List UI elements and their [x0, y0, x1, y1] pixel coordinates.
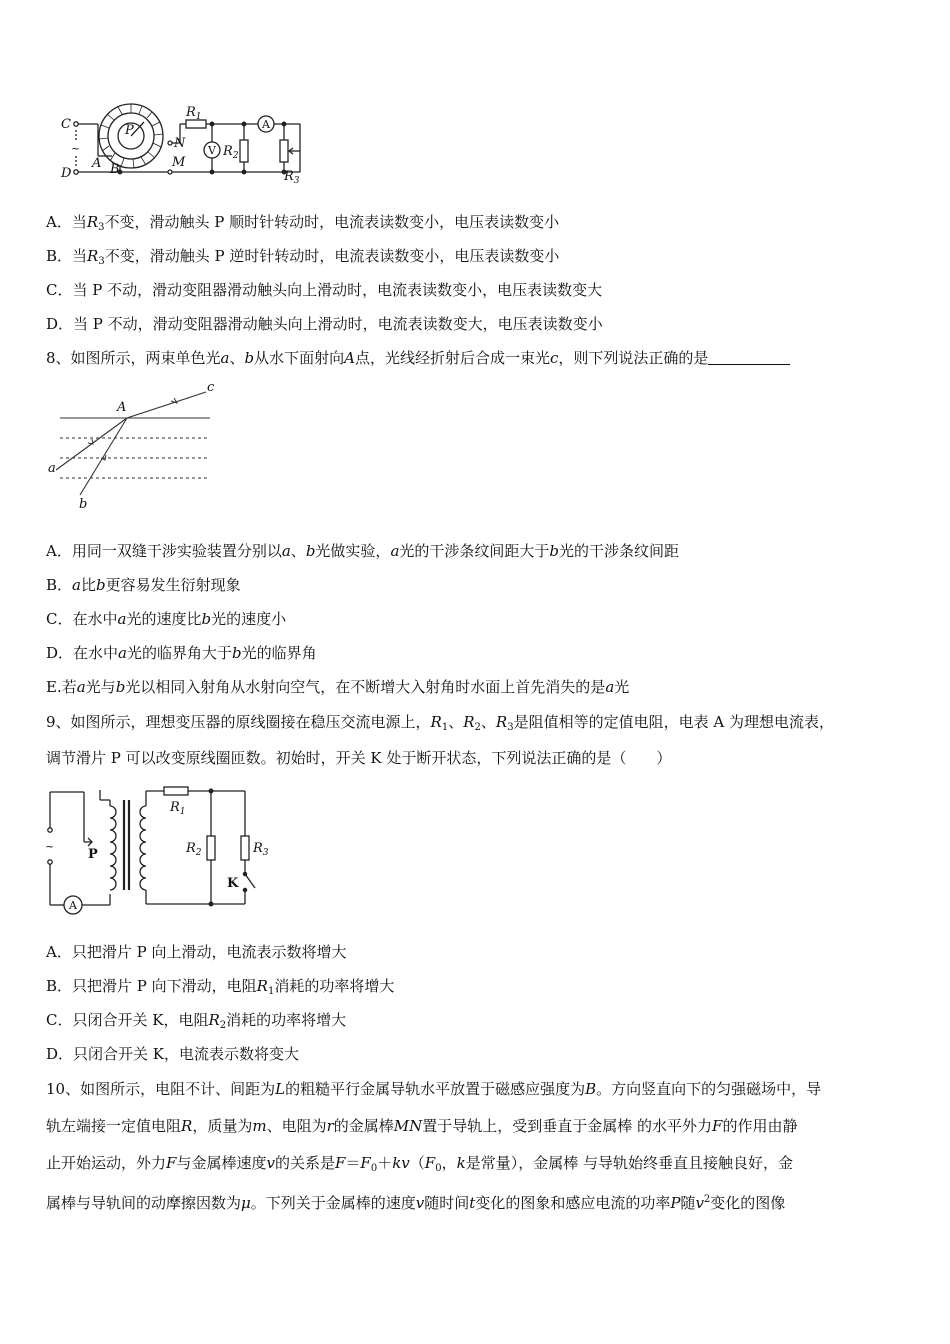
q7-label-R2: $R_2$ [223, 144, 239, 161]
q7-option-c: C．当 P 不动，滑动变阻器滑动触头向上滑动时，电流表读数变小，电压表读数变大 [46, 281, 603, 299]
q8-option-e: E.若a光与b光以相同入射角从水射向空气，在不断增大入射角时水面上首先消失的是a光 [46, 678, 630, 696]
q7-ammeter-label: A [262, 118, 270, 131]
q7-label-C: C [61, 117, 71, 132]
q9-option-c: C．只闭合开关 K，电阻$R_2$消耗的功率将增大 [46, 1011, 347, 1031]
q9-option-a: A．只把滑片 P 向上滑动，电流表示数将增大 [46, 943, 347, 961]
q8-label-c: c [207, 380, 215, 395]
q7-label-P: P [125, 123, 134, 138]
q10-stem-line-1: 10、如图所示，电阻不计、间距为L的粗糙平行金属导轨水平放置于磁感应强度为B。方向竖直向下的匀强磁场中，导 [46, 1080, 822, 1098]
q7-label-M: M [172, 155, 186, 170]
q7-ac-label: ~ [71, 142, 81, 155]
q8-option-b: B．a比b更容易发生衍射现象 [46, 576, 241, 594]
q9-option-b: B．只把滑片 P 向下滑动，电阻$R_1$消耗的功率将增大 [46, 977, 395, 997]
q10-stem-line-2: 轨左端接一定值电阻R，质量为m、电阻为r的金属棒MN置于导轨上，受到垂直于金属棒 的水平外力F的作用由静 [46, 1117, 798, 1135]
q8-label-A: A [117, 400, 127, 415]
q7-label-B: B [110, 162, 120, 177]
q9-stem-line-2: 调节滑片 P 可以改变原线圈匝数。初始时，开关 K 处于断开状态，下列说法正确的是（ ） [46, 749, 672, 767]
q8-stem: 8、如图所示，两束单色光a、b从水下面射向A点，光线经折射后合成一束光c，则下列说法正确的是 [46, 348, 790, 368]
q9-ammeter-label: A [69, 899, 77, 912]
q7-label-D: D [61, 166, 72, 181]
q9-label-P: P [88, 847, 98, 862]
q8-option-a: A．用同一双缝干涉实验装置分别以a、b光做实验，a光的干涉条纹间距大于b光的干涉条纹间距 [46, 542, 680, 560]
q10-stem-line-3: 止开始运动，外力F与金属棒速度v的关系是$F=F_0+kv(F_0$，k是常量），金属棒 与导轨始终垂直且接触良好，金 [46, 1154, 793, 1174]
q9-option-d: D．只闭合开关 K，电流表示数将变大 [46, 1045, 300, 1063]
q7-option-d: D．当 P 不动，滑动变阻器滑动触头向上滑动时，电流表读数变大，电压表读数变小 [46, 315, 603, 333]
q7-label-R3: $R_3$ [284, 169, 300, 186]
q9-stem-line-1: 9、如图所示，理想变压器的原线圈接在稳压交流电源上，$R_1$、$R_2$、$R_3$是阻值相等的定值电阻，电表 A 为理想电流表， [46, 713, 834, 733]
q8-label-b: b [79, 497, 88, 512]
q7-option-a: A．当$R_3$不变，滑动触头 P 顺时针转动时，电流表读数变小，电压表读数变小 [46, 213, 560, 233]
q9-label-R2: $R_2$ [186, 841, 202, 858]
q9-label-R1: $R_1$ [170, 800, 186, 817]
q7-label-N: N [174, 136, 186, 151]
q8-option-c: C．在水中a光的速度比b光的速度小 [46, 610, 287, 628]
q7-voltmeter-label: V [208, 144, 216, 157]
q8-label-a: a [48, 461, 56, 476]
q7-label-A: A [92, 156, 102, 171]
q8-option-d: D．在水中a光的临界角大于b光的临界角 [46, 644, 317, 662]
q9-label-K: K [227, 876, 239, 891]
q7-label-R1: $R_1$ [186, 105, 202, 122]
q7-option-b: B．当$R_3$不变，滑动触头 P 逆时针转动时，电流表读数变小，电压表读数变小 [46, 247, 560, 267]
q9-label-R3: $R_3$ [253, 841, 269, 858]
q10-stem-line-4: 属棒与导轨间的动摩擦因数为μ。下列关于金属棒的速度v随时间t变化的图象和感应电流的功率P随$v^2$变化的图像 [46, 1194, 786, 1212]
q9-ac-label: ~ [45, 840, 55, 853]
